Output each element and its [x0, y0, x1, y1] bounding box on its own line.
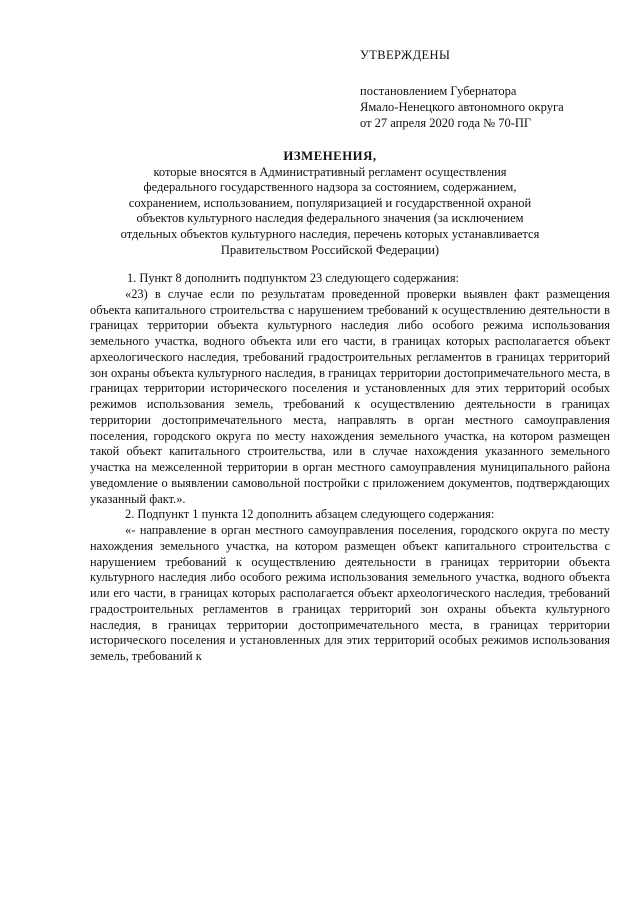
approved-label: УТВЕРЖДЕНЫ — [360, 48, 451, 62]
approval-line-2: Ямало-Ненецкого автономного округа — [360, 100, 564, 114]
title-line-4: объектов культурного наследия федерального значения (за исключением — [136, 211, 524, 226]
approval-stamp — [360, 47, 620, 131]
title-line-2: федерального государственного надзора за состоянием, содержанием, — [143, 180, 517, 195]
item-2-text: «- направление в орган местного самоуправления поселения, городского округа по месту нахождения земельного участка, на котором размещен объект капитального строительства с нарушением требований к осуществлению деятельности в границах территории объекта культурного наследия либо особого режима использования земельного участка, водного объекта или его части, в границах которых располагается объект археологического наследия, требований градостроительных регламентов в границах территорий зон охраны объекта культурного наследия, в границах территории достопримечательного места, в границах территории исторического поселения и установленных для этих территорий особых режимов использования земель, требований к — [90, 523, 610, 663]
item-1-text: «23) в случае если по результатам проведенной проверки выявлен факт размещения объекта капитального строительства с нарушением требований к осуществлению деятельности в границах территории объекта культурного наследия либо особого режима использования земельного участка, водного объекта или его части, в границах которых располагается объект археологического наследия, требований градостроительных регламентов в границах территорий зон охраны объекта культурного наследия, в границах территории достопримечательного места, в границах территории исторического поселения и установленных для этих территорий особых режимов использования земель, требований к осуществлению деятельности в границах территории достопримечательного места, направлять в орган местного самоуправления поселения, городского округа по месту нахождения земельного участка, на котором размещен такой объект капитального строительства, или в случае нахождения указанного земельного участка на межселенной территории в орган местного самоуправления муниципального района уведомление о выявлении самовольной постройки с приложением документов, подтверждающих указанный факт.». — [90, 286, 610, 506]
title-line-1: которые вносятся в Административный регламент осуществления — [153, 164, 507, 179]
item-2-intro: 2. Подпункт 1 пункта 12 дополнить абзацем следующего содержания: — [125, 507, 495, 522]
approval-line-3: от 27 апреля 2020 года № 70-ПГ — [360, 116, 532, 130]
title-heading: ИЗМЕНЕНИЯ, — [283, 149, 377, 163]
document-body — [90, 271, 610, 665]
title-line-3: сохранением, использованием, популяризацией и государственной охраной — [128, 195, 532, 210]
title-line-5: отдельных объектов культурного наследия, перечень которых устанавливается — [120, 226, 540, 241]
approval-line-1: постановлением Губернатора — [360, 84, 517, 98]
title-line-6: Правительством Российской Федерации) — [220, 242, 440, 257]
item-1-intro: 1. Пункт 8 дополнить подпунктом 23 следующего содержания: — [127, 271, 460, 285]
document-title — [90, 149, 570, 258]
